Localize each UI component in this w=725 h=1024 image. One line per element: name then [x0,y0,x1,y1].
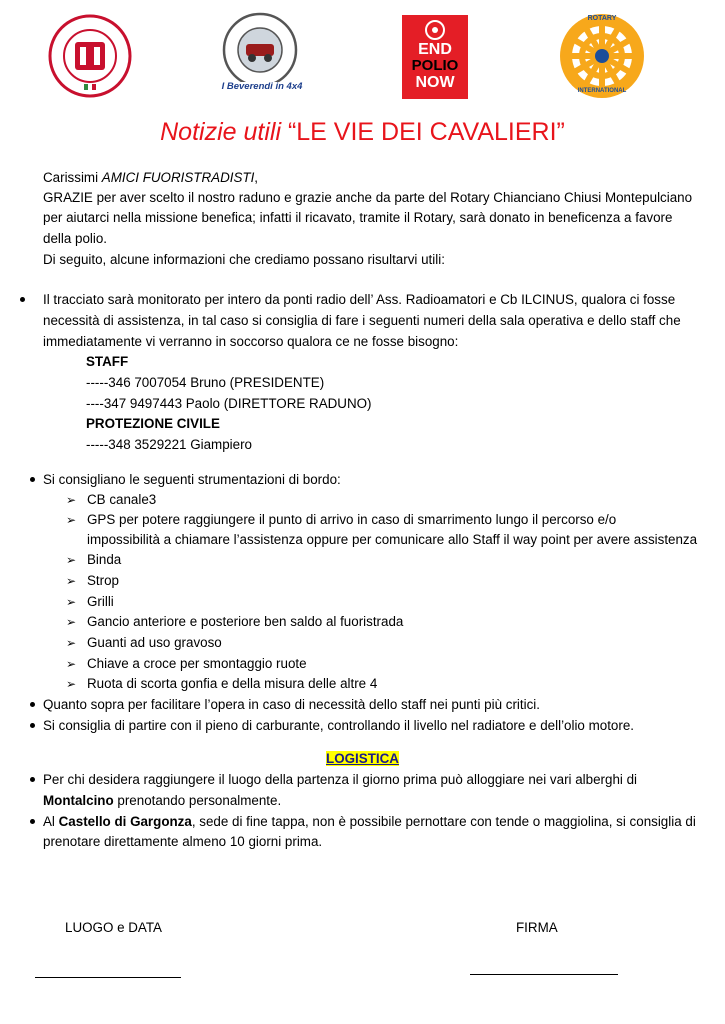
rotary-ring-bottom: INTERNATIONAL [577,88,627,94]
intro-line: Di seguito, alcune informazioni che crediamo possano risultarvi utili: [43,252,445,267]
equipment-item: Ruota di scorta gonfia e della misura delle altre 4 [87,676,378,691]
bullet-icon [30,477,35,482]
title-italic: Notizie utili [160,118,281,146]
logistica-heading-text: LOGISTICA [326,751,399,766]
polio-line-now: NOW [415,74,455,91]
rotary-ring-top: ROTARY [587,15,617,22]
title-rest: “LE VIE DEI CAVALIERI” [281,118,565,146]
equipment-item: Strop [87,573,120,588]
page-title [0,112,725,152]
equipment-item: GPS per potere raggiungere il punto di arrivo in caso di smarrimento lungo il percorso e/o [87,512,617,527]
arrow-bullet-icon: ➢ [66,513,77,527]
equipment-item: Binda [87,552,122,567]
staff-heading: STAFF [86,354,129,369]
logistica-line: Per chi desidera raggiungere il luogo della partenza il giorno prima può alloggiare nei vari alberghi di [43,772,638,787]
equipment-item-continued: impossibilità a chiamare l’assistenza oppure per comunicare allo Staff il way point per avere assistenza [87,532,698,547]
arrow-bullet-icon: ➢ [66,574,77,588]
club-nazionale-logo [216,12,308,96]
radio-line: immediatamente vi verranno in soccorso qualora ce ne fosse bisogno: [43,334,459,349]
rotary-international-logo [558,12,646,100]
logistica-line [43,812,696,832]
bullet-icon [30,819,35,824]
logistica-heading [0,749,725,769]
greeting [43,168,258,188]
bullet-icon [20,297,25,302]
greeting-emphasis: AMICI FUORISTRADISTI [101,170,255,185]
fif-logo [48,14,132,98]
equipment-item: Chiave a croce per smontaggio ruote [87,656,307,671]
equipment-item: Gancio anteriore e posteriore ben saldo al fuoristrada [87,614,404,629]
place-date-line [35,977,181,978]
staff-contact: -----346 7007054 Bruno (PRESIDENTE) [86,375,325,390]
bullet-icon [30,702,35,707]
greeting-suffix: , [254,170,259,185]
logistica-text: Al [43,814,59,829]
end-polio-now-logo [402,15,468,99]
place-date-label: LUOGO e DATA [65,920,162,935]
bullet-icon [30,723,35,728]
gargonza-bold: Castello di Gargonza [58,814,192,829]
staff-contact: ----347 9497443 Paolo (DIRETTORE RADUNO) [86,396,372,411]
bullet-icon [30,777,35,782]
intro-line: GRAZIE per aver scelto il nostro raduno e grazie anche da parte del Rotary Chianciano Chiusi Montepulciano [43,190,693,205]
equipment-item: CB canale3 [87,492,157,507]
civil-protection-contact: -----348 3529221 Giampiero [86,437,252,452]
radio-line: necessità di assistenza, in tal caso si consiglia di fare i seguenti numeri della sala operativa e dello staff che [43,313,681,328]
logistica-line [43,791,281,811]
logistica-line: prenotare direttamente almeno 10 giorni prima. [43,834,323,849]
intro-line: per aiutarci nella missione benefica; infatti il ricavato, tramite il Rotary, sarà donato in beneficenza a favore [43,210,673,225]
greeting-prefix: Carissimi [43,170,102,185]
arrow-bullet-icon: ➢ [66,677,77,691]
equipment-note: Si consiglia di partire con il pieno di carburante, controllando il livello nel radiatore e dell’olio motore. [43,718,634,733]
equipment-item: Grilli [87,594,114,609]
civil-protection-heading: PROTEZIONE CIVILE [86,416,220,431]
arrow-bullet-icon: ➢ [66,595,77,609]
radio-line: Il tracciato sarà monitorato per intero da ponti radio dell’ Ass. Radioamatori e Cb ILCINUS, qualora ci fosse [43,292,676,307]
signature-line [470,974,618,975]
montalcino-bold: Montalcino [43,793,114,808]
equipment-intro: Si consigliano le seguenti strumentazioni di bordo: [43,472,341,487]
arrow-bullet-icon: ➢ [66,657,77,671]
club-banner: I Beverendi in 4x4 [221,81,303,92]
arrow-bullet-icon: ➢ [66,553,77,567]
intro-line: della polio. [43,231,108,246]
arrow-bullet-icon: ➢ [66,493,77,507]
signature-label: FIRMA [516,920,558,935]
logistica-text: prenotando personalmente. [113,793,282,808]
polio-line-polio: POLIO [411,57,459,74]
arrow-bullet-icon: ➢ [66,636,77,650]
arrow-bullet-icon: ➢ [66,615,77,629]
polio-line-end: END [418,41,452,58]
equipment-note: Quanto sopra per facilitare l’opera in caso di necessità dello staff nei punti più critici. [43,697,540,712]
equipment-item: Guanti ad uso gravoso [87,635,222,650]
logistica-text: , sede di fine tappa, non è possibile pernottare con tende o maggiolina, si consiglia di [191,814,696,829]
